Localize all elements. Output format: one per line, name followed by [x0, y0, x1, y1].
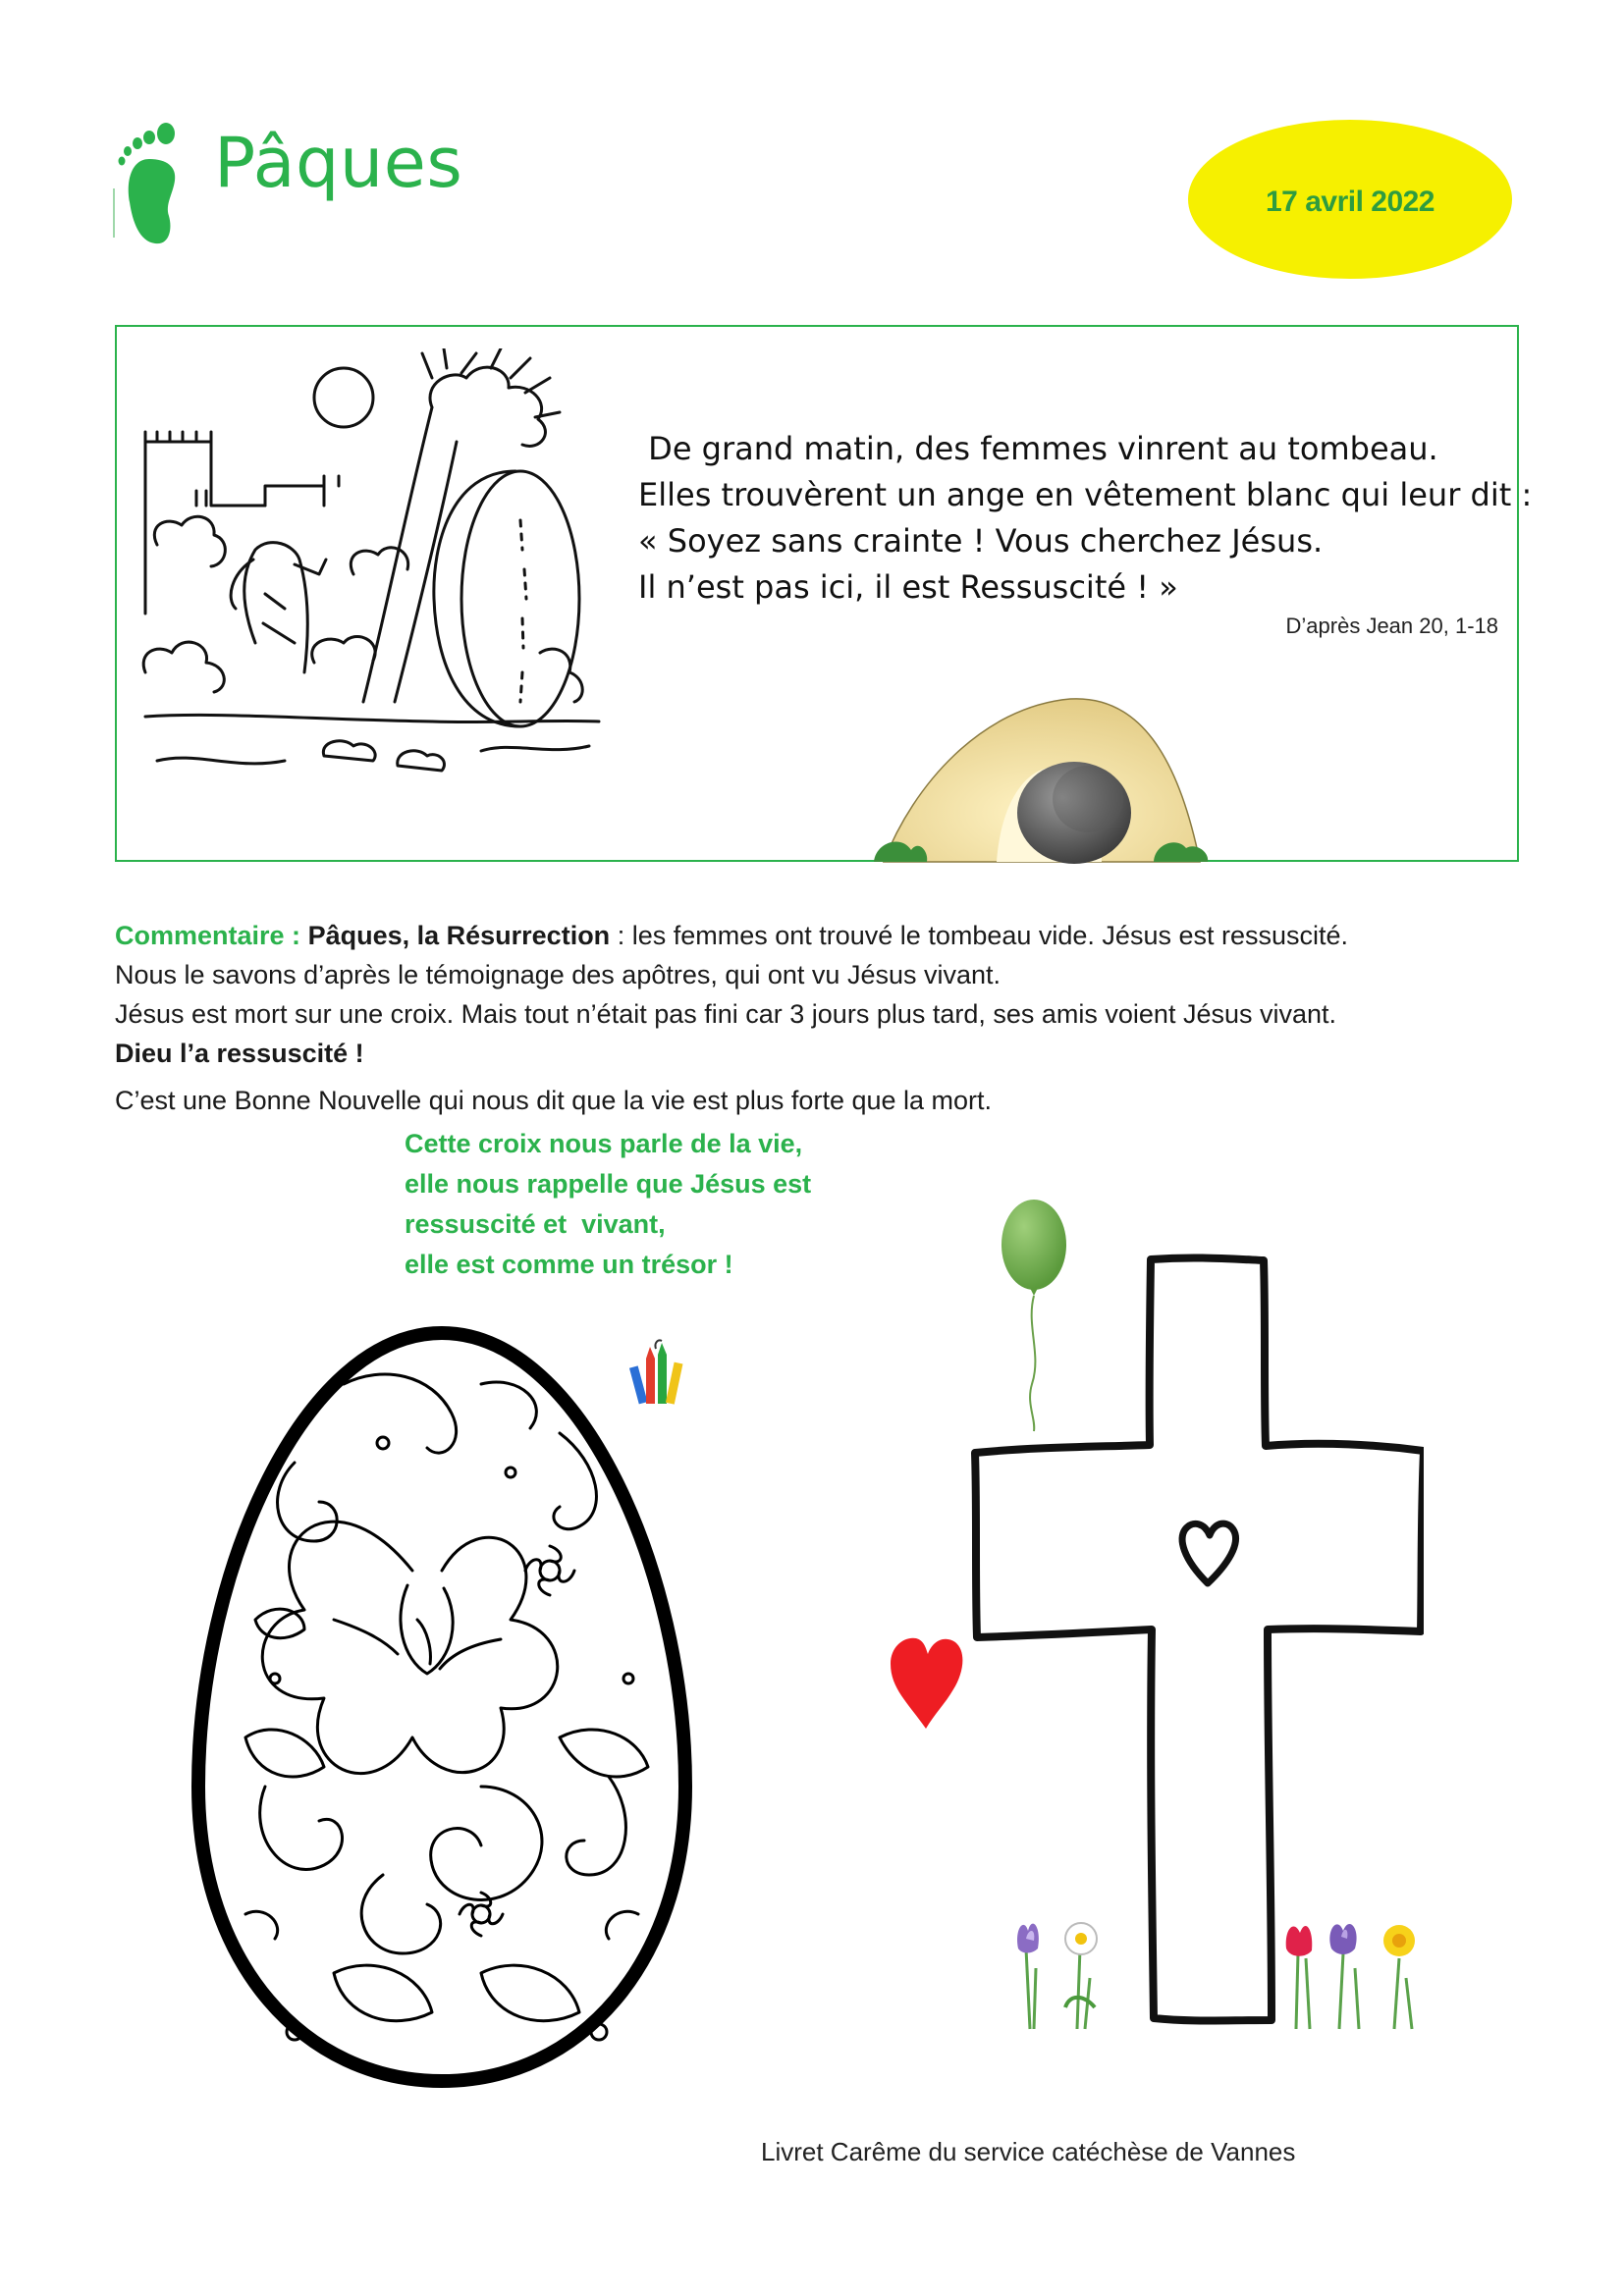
easter-egg-coloring	[187, 1325, 697, 2091]
cross-caption-line: elle est comme un trésor !	[405, 1250, 733, 1279]
cross-caption-line: ressuscité et vivant,	[405, 1209, 666, 1239]
footer-text: Livret Carême du service catéchèse de Vannes	[761, 2137, 1296, 2166]
flowers-icon	[1276, 1909, 1424, 2032]
commentary-heading: Pâques, la Résurrection	[307, 921, 611, 950]
scripture-reference: D’après Jean 20, 1-18	[1285, 614, 1498, 638]
scripture-line: « Soyez sans crainte ! Vous cherchez Jésus.	[638, 522, 1324, 560]
cross-caption-line: Cette croix nous parle de la vie,	[405, 1129, 803, 1158]
commentary-label: Commentaire :	[115, 921, 301, 950]
commentary-line: Jésus est mort sur une croix. Mais tout n’était pas fini car 3 jours plus tard, ses amis voient Jésus vivant.	[115, 999, 1337, 1029]
tomb-scene-illustration	[137, 348, 609, 790]
scripture-line: Elles trouvèrent un ange en vêtement blanc qui leur dit :	[638, 476, 1533, 513]
flowers-icon	[1006, 1909, 1114, 2032]
commentary-line: C’est une Bonne Nouvelle qui nous dit que la vie est plus forte que la mort.	[115, 1086, 993, 1115]
heart-icon	[889, 1634, 965, 1731]
date-badge	[1188, 120, 1512, 279]
empty-tomb-illustration	[854, 677, 1222, 864]
commentary-emphasis: Dieu l’a ressuscité !	[115, 1039, 364, 1068]
commentary	[115, 916, 1548, 1120]
page-title: Pâques	[214, 123, 463, 203]
date-text: 17 avril 2022	[1266, 186, 1435, 218]
footprint-icon	[110, 120, 202, 247]
commentary-text: : les femmes ont trouvé le tombeau vide. Jésus est ressuscité.	[610, 921, 1349, 950]
commentary-line: Nous le savons d’après le témoignage des apôtres, qui ont vu Jésus vivant.	[115, 960, 1001, 989]
scripture-line: De grand matin, des femmes vinrent au tombeau.	[638, 430, 1438, 467]
pencils-icon	[628, 1337, 689, 1408]
scripture-line: Il n’est pas ici, il est Ressuscité ! »	[638, 568, 1178, 606]
cross-caption	[405, 1124, 915, 1285]
commentary-line	[115, 916, 1548, 955]
scripture-text	[638, 426, 1533, 611]
cross-caption-line: elle nous rappelle que Jésus est	[405, 1169, 812, 1199]
